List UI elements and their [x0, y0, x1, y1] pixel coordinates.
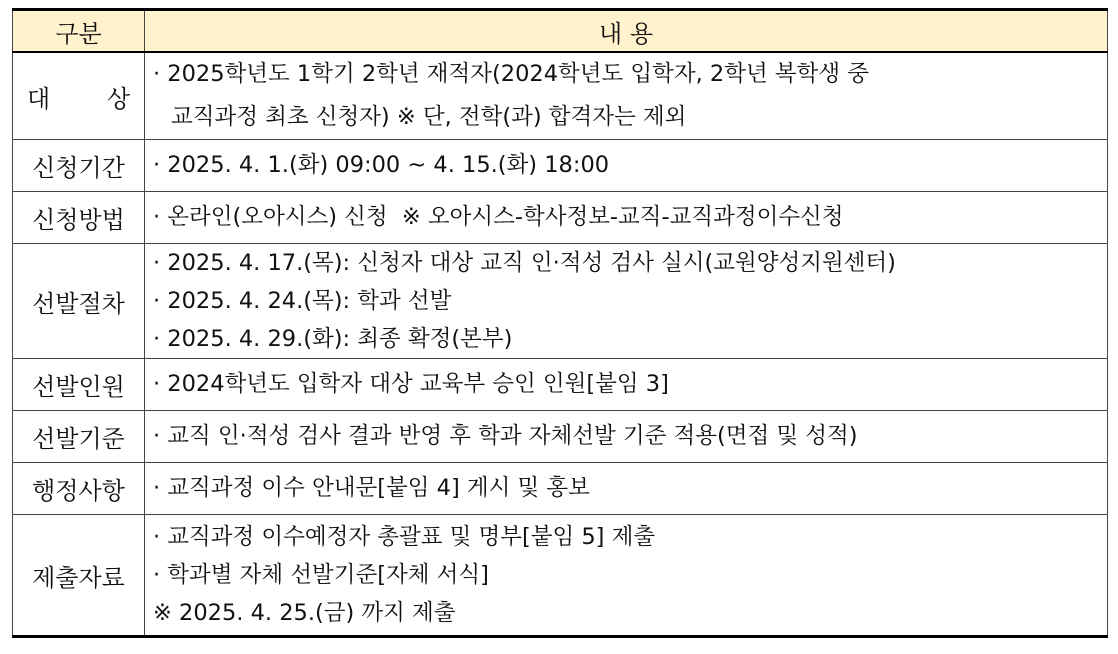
content-line: · 2025. 4. 1.(화) 09:00 ~ 4. 15.(화) 18:00 — [153, 152, 610, 178]
content-line: · 2025. 4. 24.(목): 학과 선발 — [153, 288, 452, 314]
row-category: 대 상 — [13, 52, 145, 140]
table-row — [13, 515, 1108, 637]
content-line: · 교직과정 이수 안내문[붙임 4] 게시 및 홍보 — [153, 475, 590, 501]
row-content — [145, 515, 1108, 637]
info-table — [12, 8, 1108, 638]
table-row — [13, 463, 1108, 515]
table-row — [13, 140, 1108, 192]
content-line: · 2025. 4. 29.(화): 최종 확정(본부) — [153, 326, 513, 352]
row-category: 행정사항 — [13, 463, 145, 515]
content-line: · 온라인(오아시스) 신청 ※ 오아시스-학사정보-교직-교직과정이수신청 — [153, 204, 844, 230]
table-row — [13, 244, 1108, 359]
row-content — [145, 52, 1108, 140]
row-content — [145, 244, 1108, 359]
table-row — [13, 52, 1108, 140]
row-content — [145, 463, 1108, 515]
content-line: · 2025. 4. 17.(목): 신청자 대상 교직 인·적성 검사 실시(교원양성지원센터) — [153, 250, 896, 276]
header-content: 내 용 — [145, 10, 1108, 53]
content-line: · 2025학년도 1학기 2학년 재적자(2024학년도 입학자, 2학년 복학생 중 — [153, 61, 869, 87]
content-line: · 학과별 자체 선발기준[자체 서식] — [153, 562, 489, 588]
content-line: · 교직과정 이수예정자 총괄표 및 명부[붙임 5] 제출 — [153, 524, 656, 550]
content-line: · 2024학년도 입학자 대상 교육부 승인 인원[붙임 3] — [153, 371, 669, 397]
row-category: 신청방법 — [13, 192, 145, 244]
row-category: 신청기간 — [13, 140, 145, 192]
header-row — [13, 10, 1108, 53]
row-category: 선발기준 — [13, 411, 145, 463]
row-content — [145, 140, 1108, 192]
content-line: · 교직 인·적성 검사 결과 반영 후 학과 자체선발 기준 적용(면접 및 성적) — [153, 423, 858, 449]
row-category: 제출자료 — [13, 515, 145, 637]
row-content — [145, 192, 1108, 244]
row-category: 선발인원 — [13, 359, 145, 411]
row-category: 선발절차 — [13, 244, 145, 359]
header-category: 구분 — [13, 10, 145, 53]
content-line: ※ 2025. 4. 25.(금) 까지 제출 — [153, 600, 456, 626]
content-line: 교직과정 최초 신청자) ※ 단, 전학(과) 합격자는 제외 — [171, 104, 687, 130]
table-row — [13, 192, 1108, 244]
table-row — [13, 411, 1108, 463]
row-content — [145, 359, 1108, 411]
row-content — [145, 411, 1108, 463]
table-row — [13, 359, 1108, 411]
